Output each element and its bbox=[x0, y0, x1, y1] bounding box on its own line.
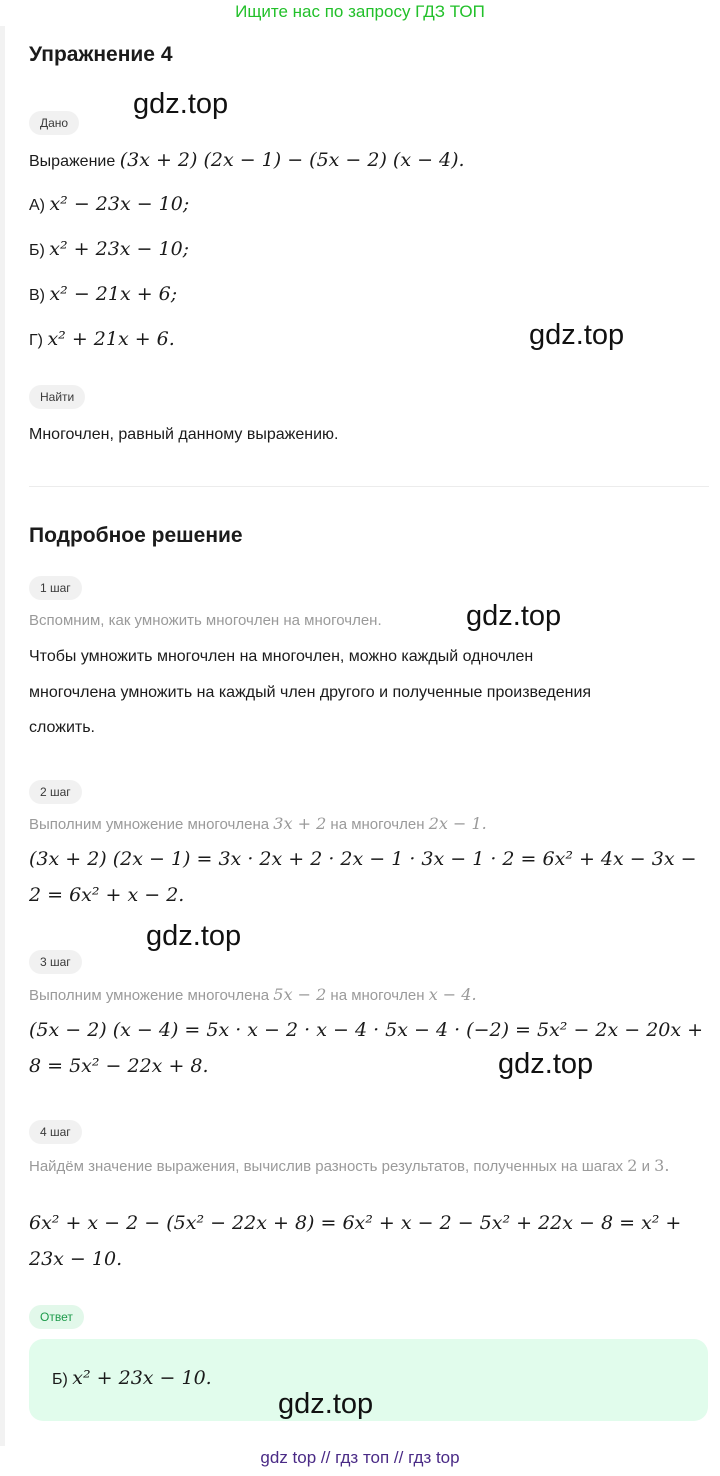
find-text: Многочлен, равный данному выражению. bbox=[29, 426, 339, 443]
exercise-title: Упражнение 4 bbox=[29, 43, 173, 66]
hint-text: на многочлен bbox=[330, 987, 425, 1004]
step-3-equation-line: 8 = 5x² − 22x + 8. bbox=[29, 1055, 209, 1077]
answer-badge: Ответ bbox=[29, 1305, 84, 1329]
answer-letter: Б) bbox=[52, 1371, 68, 1388]
watermark: gdz.top bbox=[278, 1388, 374, 1420]
option-letter: В) bbox=[29, 287, 45, 304]
option-letter: Б) bbox=[29, 242, 45, 259]
hint-math: 3. bbox=[654, 1156, 670, 1175]
step-3-badge: 3 шаг bbox=[29, 950, 82, 974]
section-divider bbox=[29, 486, 709, 487]
hint-math: x − 4. bbox=[428, 985, 477, 1004]
given-line bbox=[29, 149, 465, 171]
hint-text: и bbox=[641, 1158, 650, 1175]
option-expression: x² − 21x + 6; bbox=[49, 283, 178, 305]
step-1-body-line: сложить. bbox=[29, 719, 95, 736]
option-expression: x² + 21x + 6. bbox=[47, 328, 175, 350]
step-4-badge: 4 шаг bbox=[29, 1120, 82, 1144]
step-2-equation-line: 2 = 6x² + x − 2. bbox=[29, 884, 185, 906]
step-1-hint: Вспомним, как умножить многочлен на многочлен. bbox=[29, 612, 382, 629]
option-letter: А) bbox=[29, 197, 45, 214]
step-2-equation-line: (3x + 2) (2x − 1) = 3x · 2x + 2 · 2x − 1 · 3x − 1 · 2 = 6x² + 4x − 3x − bbox=[29, 848, 697, 870]
answer-expression: x² + 23x − 10. bbox=[72, 1367, 212, 1389]
hint-text: Выполним умножение многочлена bbox=[29, 987, 270, 1004]
step-4-hint bbox=[29, 1155, 709, 1178]
option-g bbox=[29, 328, 175, 350]
given-expression: (3x + 2) (2x − 1) − (5x − 2) (x − 4). bbox=[119, 149, 465, 171]
watermark: gdz.top bbox=[498, 1048, 594, 1080]
given-text: Выражение bbox=[29, 153, 116, 170]
find-badge: Найти bbox=[29, 385, 85, 409]
step-4-equation-line: 6x² + x − 2 − (5x² − 22x + 8) = 6x² + x − 2 − 5x² + 22x − 8 = x² + bbox=[29, 1212, 682, 1234]
left-border bbox=[0, 26, 5, 1446]
hint-math: 5x − 2 bbox=[273, 985, 327, 1004]
option-v bbox=[29, 283, 177, 305]
step-1-body-line: Чтобы умножить многочлен на многочлен, можно каждый одночлен bbox=[29, 648, 534, 665]
hint-math: 2 bbox=[627, 1156, 638, 1175]
step-4-equation-line: 23x − 10. bbox=[29, 1248, 123, 1270]
option-expression: x² − 23x − 10; bbox=[49, 193, 190, 215]
option-expression: x² + 23x − 10; bbox=[49, 238, 190, 260]
step-3-hint bbox=[29, 985, 477, 1004]
step-3-equation-line: (5x − 2) (x − 4) = 5x · x − 2 · x − 4 · 5x − 4 · (−2) = 5x² − 2x − 20x + bbox=[29, 1019, 704, 1041]
hint-text: на многочлен bbox=[330, 816, 425, 833]
top-banner: Ищите нас по запросу ГДЗ ТОП bbox=[235, 2, 485, 21]
option-letter: Г) bbox=[29, 332, 43, 349]
footer-links: gdz top // гдз топ // гдз top bbox=[260, 1448, 460, 1467]
option-a bbox=[29, 193, 189, 215]
option-b bbox=[29, 238, 189, 260]
hint-text: Найдём значение выражения, вычислив разность результатов, полученных на шагах bbox=[29, 1158, 624, 1175]
given-badge: Дано bbox=[29, 111, 79, 135]
step-2-badge: 2 шаг bbox=[29, 780, 82, 804]
step-1-badge: 1 шаг bbox=[29, 576, 82, 600]
step-2-hint bbox=[29, 814, 487, 833]
hint-math: 2x − 1. bbox=[428, 814, 487, 833]
hint-math: 3x + 2 bbox=[273, 814, 327, 833]
watermark: gdz.top bbox=[529, 319, 625, 351]
step-1-body-line: многочлена умножить на каждый член другого и полученные произведения bbox=[29, 684, 592, 701]
watermark: gdz.top bbox=[466, 600, 562, 632]
hint-text: Выполним умножение многочлена bbox=[29, 816, 270, 833]
watermark: gdz.top bbox=[146, 920, 242, 952]
solution-title: Подробное решение bbox=[29, 524, 243, 547]
watermark: gdz.top bbox=[133, 88, 229, 120]
answer-text bbox=[52, 1367, 212, 1389]
